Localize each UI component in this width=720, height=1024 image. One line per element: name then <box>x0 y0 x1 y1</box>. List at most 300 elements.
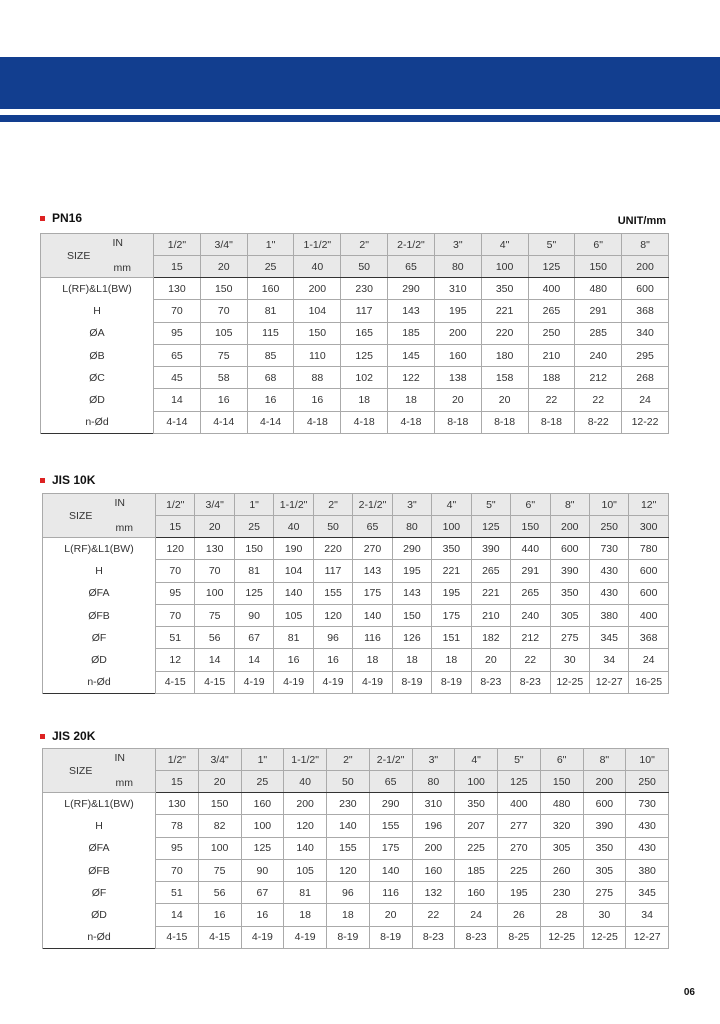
value-cell: 12-25 <box>540 926 583 948</box>
value-cell: 24 <box>455 904 498 926</box>
value-cell: 110 <box>294 344 341 366</box>
value-cell: 18 <box>392 649 431 671</box>
size-inch-cell: 1-1/2" <box>284 749 327 771</box>
value-cell: 4-15 <box>198 926 241 948</box>
value-cell: 175 <box>432 604 471 626</box>
value-cell: 195 <box>434 300 481 322</box>
value-cell: 34 <box>626 904 669 926</box>
value-cell: 26 <box>498 904 541 926</box>
value-cell: 67 <box>234 627 273 649</box>
value-cell: 185 <box>388 322 435 344</box>
size-inch-cell: 8" <box>622 234 669 256</box>
value-cell: 185 <box>455 859 498 881</box>
in-label: IN <box>114 497 125 509</box>
size-inch-cell: 3" <box>412 749 455 771</box>
value-cell: 120 <box>327 859 370 881</box>
value-cell: 14 <box>156 904 199 926</box>
value-cell: 145 <box>388 344 435 366</box>
row-label: n-Ød <box>43 926 156 948</box>
value-cell: 230 <box>540 882 583 904</box>
size-label: SIZE <box>69 764 93 777</box>
value-cell: 400 <box>528 278 575 300</box>
value-cell: 143 <box>392 582 431 604</box>
value-cell: 81 <box>234 560 273 582</box>
value-cell: 68 <box>247 367 294 389</box>
value-cell: 96 <box>327 882 370 904</box>
value-cell: 16 <box>200 389 247 411</box>
value-cell: 16 <box>241 904 284 926</box>
size-mm-cell: 65 <box>353 516 392 538</box>
size-inch-cell: 6" <box>540 749 583 771</box>
jis20k-table <box>42 748 669 949</box>
table-row <box>41 322 669 344</box>
value-cell: 225 <box>455 837 498 859</box>
size-mm-cell: 125 <box>528 256 575 278</box>
size-label: SIZE <box>69 509 93 522</box>
size-mm-cell: 25 <box>241 771 284 793</box>
size-inch-cell: 2" <box>313 494 352 516</box>
value-cell: 430 <box>626 815 669 837</box>
value-cell: 30 <box>583 904 626 926</box>
value-cell: 310 <box>434 278 481 300</box>
value-cell: 14 <box>195 649 234 671</box>
size-inch-cell: 5" <box>471 494 510 516</box>
table-row <box>41 389 669 411</box>
value-cell: 70 <box>156 859 199 881</box>
value-cell: 195 <box>392 560 431 582</box>
section-title-jis10k <box>40 473 95 487</box>
size-mm-cell: 80 <box>434 256 481 278</box>
section-title-text: PN16 <box>52 211 83 225</box>
value-cell: 4-15 <box>195 671 234 693</box>
value-cell: 22 <box>412 904 455 926</box>
value-cell: 277 <box>498 815 541 837</box>
value-cell: 81 <box>247 300 294 322</box>
value-cell: 275 <box>583 882 626 904</box>
header-stripe <box>0 115 720 122</box>
size-mm-cell: 100 <box>481 256 528 278</box>
table-row <box>41 367 669 389</box>
value-cell: 18 <box>432 649 471 671</box>
table-row <box>41 278 669 300</box>
value-cell: 220 <box>313 538 352 560</box>
value-cell: 150 <box>392 604 431 626</box>
row-label: ØC <box>41 367 154 389</box>
value-cell: 95 <box>154 322 201 344</box>
value-cell: 4-14 <box>247 411 294 433</box>
value-cell: 290 <box>392 538 431 560</box>
value-cell: 8-23 <box>511 671 550 693</box>
value-cell: 95 <box>156 837 199 859</box>
value-cell: 268 <box>622 367 669 389</box>
value-cell: 16 <box>198 904 241 926</box>
value-cell: 195 <box>432 582 471 604</box>
value-cell: 138 <box>434 367 481 389</box>
value-cell: 160 <box>434 344 481 366</box>
size-inch-cell: 4" <box>455 749 498 771</box>
size-inch-cell: 2-1/2" <box>388 234 435 256</box>
value-cell: 18 <box>327 904 370 926</box>
value-cell: 81 <box>284 882 327 904</box>
value-cell: 220 <box>481 322 528 344</box>
value-cell: 122 <box>388 367 435 389</box>
value-cell: 120 <box>156 538 195 560</box>
value-cell: 165 <box>341 322 388 344</box>
value-cell: 350 <box>550 582 589 604</box>
value-cell: 16 <box>274 649 313 671</box>
value-cell: 200 <box>412 837 455 859</box>
value-cell: 8-19 <box>327 926 370 948</box>
value-cell: 440 <box>511 538 550 560</box>
size-mm-cell: 250 <box>589 516 628 538</box>
value-cell: 291 <box>575 300 622 322</box>
value-cell: 305 <box>583 859 626 881</box>
value-cell: 58 <box>200 367 247 389</box>
value-cell: 345 <box>626 882 669 904</box>
size-inch-cell: 1" <box>247 234 294 256</box>
row-label: H <box>43 560 156 582</box>
section-title-text: JIS 10K <box>52 473 96 487</box>
value-cell: 130 <box>195 538 234 560</box>
value-cell: 160 <box>412 859 455 881</box>
value-cell: 600 <box>629 560 668 582</box>
value-cell: 291 <box>511 560 550 582</box>
row-label: H <box>41 300 154 322</box>
value-cell: 65 <box>154 344 201 366</box>
value-cell: 155 <box>369 815 412 837</box>
value-cell: 430 <box>589 560 628 582</box>
value-cell: 56 <box>198 882 241 904</box>
value-cell: 16 <box>313 649 352 671</box>
row-label: H <box>43 815 156 837</box>
value-cell: 8-23 <box>412 926 455 948</box>
value-cell: 130 <box>154 278 201 300</box>
value-cell: 100 <box>241 815 284 837</box>
value-cell: 100 <box>195 582 234 604</box>
value-cell: 305 <box>540 837 583 859</box>
value-cell: 600 <box>629 582 668 604</box>
value-cell: 390 <box>550 560 589 582</box>
value-cell: 4-14 <box>200 411 247 433</box>
bullet-icon <box>40 216 45 221</box>
value-cell: 4-19 <box>353 671 392 693</box>
value-cell: 380 <box>589 604 628 626</box>
value-cell: 160 <box>247 278 294 300</box>
table-row <box>43 926 669 948</box>
value-cell: 4-19 <box>234 671 273 693</box>
value-cell: 115 <box>247 322 294 344</box>
value-cell: 265 <box>471 560 510 582</box>
size-mm-cell: 65 <box>388 256 435 278</box>
value-cell: 95 <box>156 582 195 604</box>
value-cell: 275 <box>550 627 589 649</box>
value-cell: 24 <box>622 389 669 411</box>
value-cell: 212 <box>575 367 622 389</box>
value-cell: 390 <box>583 815 626 837</box>
size-inch-cell: 6" <box>575 234 622 256</box>
value-cell: 104 <box>274 560 313 582</box>
value-cell: 16 <box>294 389 341 411</box>
value-cell: 22 <box>528 389 575 411</box>
size-mm-cell: 150 <box>511 516 550 538</box>
value-cell: 285 <box>575 322 622 344</box>
value-cell: 196 <box>412 815 455 837</box>
value-cell: 265 <box>528 300 575 322</box>
value-cell: 158 <box>481 367 528 389</box>
value-cell: 125 <box>234 582 273 604</box>
row-label: ØD <box>43 904 156 926</box>
bullet-icon <box>40 734 45 739</box>
size-inch-cell: 3/4" <box>200 234 247 256</box>
value-cell: 14 <box>234 649 273 671</box>
value-cell: 56 <box>195 627 234 649</box>
value-cell: 100 <box>198 837 241 859</box>
size-mm-cell: 40 <box>294 256 341 278</box>
size-mm-cell: 40 <box>274 516 313 538</box>
value-cell: 390 <box>471 538 510 560</box>
value-cell: 4-15 <box>156 926 199 948</box>
size-inch-cell: 5" <box>528 234 575 256</box>
value-cell: 8-23 <box>455 926 498 948</box>
size-inch-cell: 1" <box>241 749 284 771</box>
value-cell: 270 <box>498 837 541 859</box>
size-mm-cell: 20 <box>195 516 234 538</box>
value-cell: 345 <box>589 627 628 649</box>
size-inch-cell: 2-1/2" <box>353 494 392 516</box>
value-cell: 51 <box>156 882 199 904</box>
value-cell: 16-25 <box>629 671 668 693</box>
value-cell: 140 <box>369 859 412 881</box>
value-cell: 225 <box>498 859 541 881</box>
value-cell: 18 <box>284 904 327 926</box>
table-row <box>43 560 669 582</box>
size-inch-cell: 1/2" <box>156 749 199 771</box>
value-cell: 4-19 <box>241 926 284 948</box>
in-label: IN <box>114 752 125 764</box>
value-cell: 8-22 <box>575 411 622 433</box>
value-cell: 730 <box>589 538 628 560</box>
value-cell: 175 <box>369 837 412 859</box>
section-title-text: JIS 20K <box>52 729 96 743</box>
size-mm-cell: 20 <box>198 771 241 793</box>
value-cell: 290 <box>369 793 412 815</box>
size-inch-cell: 1-1/2" <box>274 494 313 516</box>
value-cell: 12-27 <box>626 926 669 948</box>
row-label: ØD <box>43 649 156 671</box>
value-cell: 18 <box>353 649 392 671</box>
size-inch-cell: 1-1/2" <box>294 234 341 256</box>
value-cell: 75 <box>200 344 247 366</box>
value-cell: 195 <box>498 882 541 904</box>
value-cell: 340 <box>622 322 669 344</box>
table-row <box>43 649 669 671</box>
value-cell: 117 <box>313 560 352 582</box>
value-cell: 130 <box>156 793 199 815</box>
row-label: ØF <box>43 627 156 649</box>
value-cell: 90 <box>234 604 273 626</box>
value-cell: 12 <box>156 649 195 671</box>
size-mm-cell: 250 <box>626 771 669 793</box>
size-inch-cell: 12" <box>629 494 668 516</box>
value-cell: 132 <box>412 882 455 904</box>
size-mm-cell: 80 <box>412 771 455 793</box>
value-cell: 22 <box>511 649 550 671</box>
value-cell: 82 <box>198 815 241 837</box>
value-cell: 4-19 <box>313 671 352 693</box>
section-title-pn16 <box>40 211 82 225</box>
value-cell: 265 <box>511 582 550 604</box>
row-label: L(RF)&L1(BW) <box>41 278 154 300</box>
value-cell: 160 <box>241 793 284 815</box>
value-cell: 250 <box>528 322 575 344</box>
table-row <box>41 411 669 433</box>
table-row <box>43 538 669 560</box>
value-cell: 102 <box>341 367 388 389</box>
row-label: ØFB <box>43 604 156 626</box>
value-cell: 4-14 <box>154 411 201 433</box>
value-cell: 14 <box>154 389 201 411</box>
bullet-icon <box>40 478 45 483</box>
size-inch-cell: 10" <box>589 494 628 516</box>
header-band <box>0 57 720 109</box>
value-cell: 600 <box>550 538 589 560</box>
value-cell: 295 <box>622 344 669 366</box>
size-mm-cell: 15 <box>156 771 199 793</box>
value-cell: 75 <box>198 859 241 881</box>
value-cell: 70 <box>200 300 247 322</box>
size-mm-cell: 100 <box>455 771 498 793</box>
value-cell: 430 <box>626 837 669 859</box>
row-label: ØA <box>41 322 154 344</box>
value-cell: 310 <box>412 793 455 815</box>
value-cell: 140 <box>353 604 392 626</box>
value-cell: 400 <box>629 604 668 626</box>
value-cell: 88 <box>294 367 341 389</box>
size-mm-cell: 25 <box>247 256 294 278</box>
value-cell: 350 <box>583 837 626 859</box>
size-mm-cell: 100 <box>432 516 471 538</box>
value-cell: 8-18 <box>481 411 528 433</box>
size-mm-cell: 40 <box>284 771 327 793</box>
value-cell: 81 <box>274 627 313 649</box>
value-cell: 8-23 <box>471 671 510 693</box>
size-inch-cell: 6" <box>511 494 550 516</box>
value-cell: 4-15 <box>156 671 195 693</box>
value-cell: 320 <box>540 815 583 837</box>
value-cell: 12-22 <box>622 411 669 433</box>
row-label: ØF <box>43 882 156 904</box>
size-mm-cell: 15 <box>154 256 201 278</box>
value-cell: 126 <box>392 627 431 649</box>
value-cell: 85 <box>247 344 294 366</box>
size-mm-cell: 50 <box>327 771 370 793</box>
size-inch-cell: 1" <box>234 494 273 516</box>
table-row <box>43 604 669 626</box>
size-header-cell <box>43 494 156 538</box>
value-cell: 22 <box>575 389 622 411</box>
value-cell: 305 <box>550 604 589 626</box>
row-label: L(RF)&L1(BW) <box>43 538 156 560</box>
value-cell: 221 <box>432 560 471 582</box>
size-inch-cell: 3" <box>392 494 431 516</box>
table-row <box>43 815 669 837</box>
value-cell: 140 <box>327 815 370 837</box>
value-cell: 116 <box>369 882 412 904</box>
value-cell: 140 <box>274 582 313 604</box>
value-cell: 260 <box>540 859 583 881</box>
value-cell: 125 <box>241 837 284 859</box>
size-inch-cell: 8" <box>550 494 589 516</box>
value-cell: 160 <box>455 882 498 904</box>
size-mm-cell: 200 <box>550 516 589 538</box>
size-mm-cell: 200 <box>583 771 626 793</box>
value-cell: 24 <box>629 649 668 671</box>
value-cell: 150 <box>234 538 273 560</box>
size-mm-cell: 125 <box>471 516 510 538</box>
row-label: ØFB <box>43 859 156 881</box>
value-cell: 51 <box>156 627 195 649</box>
table-row <box>43 671 669 693</box>
size-mm-cell: 15 <box>156 516 195 538</box>
size-mm-cell: 50 <box>313 516 352 538</box>
value-cell: 188 <box>528 367 575 389</box>
value-cell: 350 <box>455 793 498 815</box>
mm-label: mm <box>115 777 133 789</box>
value-cell: 105 <box>274 604 313 626</box>
size-inch-cell: 2" <box>327 749 370 771</box>
value-cell: 70 <box>156 560 195 582</box>
value-cell: 70 <box>195 560 234 582</box>
value-cell: 200 <box>434 322 481 344</box>
size-inch-cell: 5" <box>498 749 541 771</box>
size-mm-cell: 150 <box>575 256 622 278</box>
value-cell: 480 <box>540 793 583 815</box>
value-cell: 143 <box>353 560 392 582</box>
value-cell: 45 <box>154 367 201 389</box>
size-label: SIZE <box>67 249 91 262</box>
size-mm-cell: 150 <box>540 771 583 793</box>
value-cell: 150 <box>200 278 247 300</box>
value-cell: 143 <box>388 300 435 322</box>
table-row <box>43 904 669 926</box>
value-cell: 90 <box>241 859 284 881</box>
table-row <box>43 837 669 859</box>
table-row <box>43 627 669 649</box>
value-cell: 380 <box>626 859 669 881</box>
size-inch-cell: 3/4" <box>195 494 234 516</box>
size-inch-cell: 3" <box>434 234 481 256</box>
value-cell: 780 <box>629 538 668 560</box>
table-row <box>43 793 669 815</box>
page-number: 06 <box>683 987 695 998</box>
value-cell: 104 <box>294 300 341 322</box>
jis10k-table <box>42 493 669 694</box>
value-cell: 12-25 <box>583 926 626 948</box>
size-header-cell <box>41 234 154 278</box>
in-label: IN <box>112 237 123 249</box>
header-row-inches <box>43 494 669 516</box>
value-cell: 20 <box>369 904 412 926</box>
size-mm-cell: 200 <box>622 256 669 278</box>
row-label: n-Ød <box>41 411 154 433</box>
value-cell: 212 <box>511 627 550 649</box>
value-cell: 182 <box>471 627 510 649</box>
value-cell: 116 <box>353 627 392 649</box>
value-cell: 30 <box>550 649 589 671</box>
value-cell: 78 <box>156 815 199 837</box>
row-label: ØD <box>41 389 154 411</box>
value-cell: 70 <box>156 604 195 626</box>
